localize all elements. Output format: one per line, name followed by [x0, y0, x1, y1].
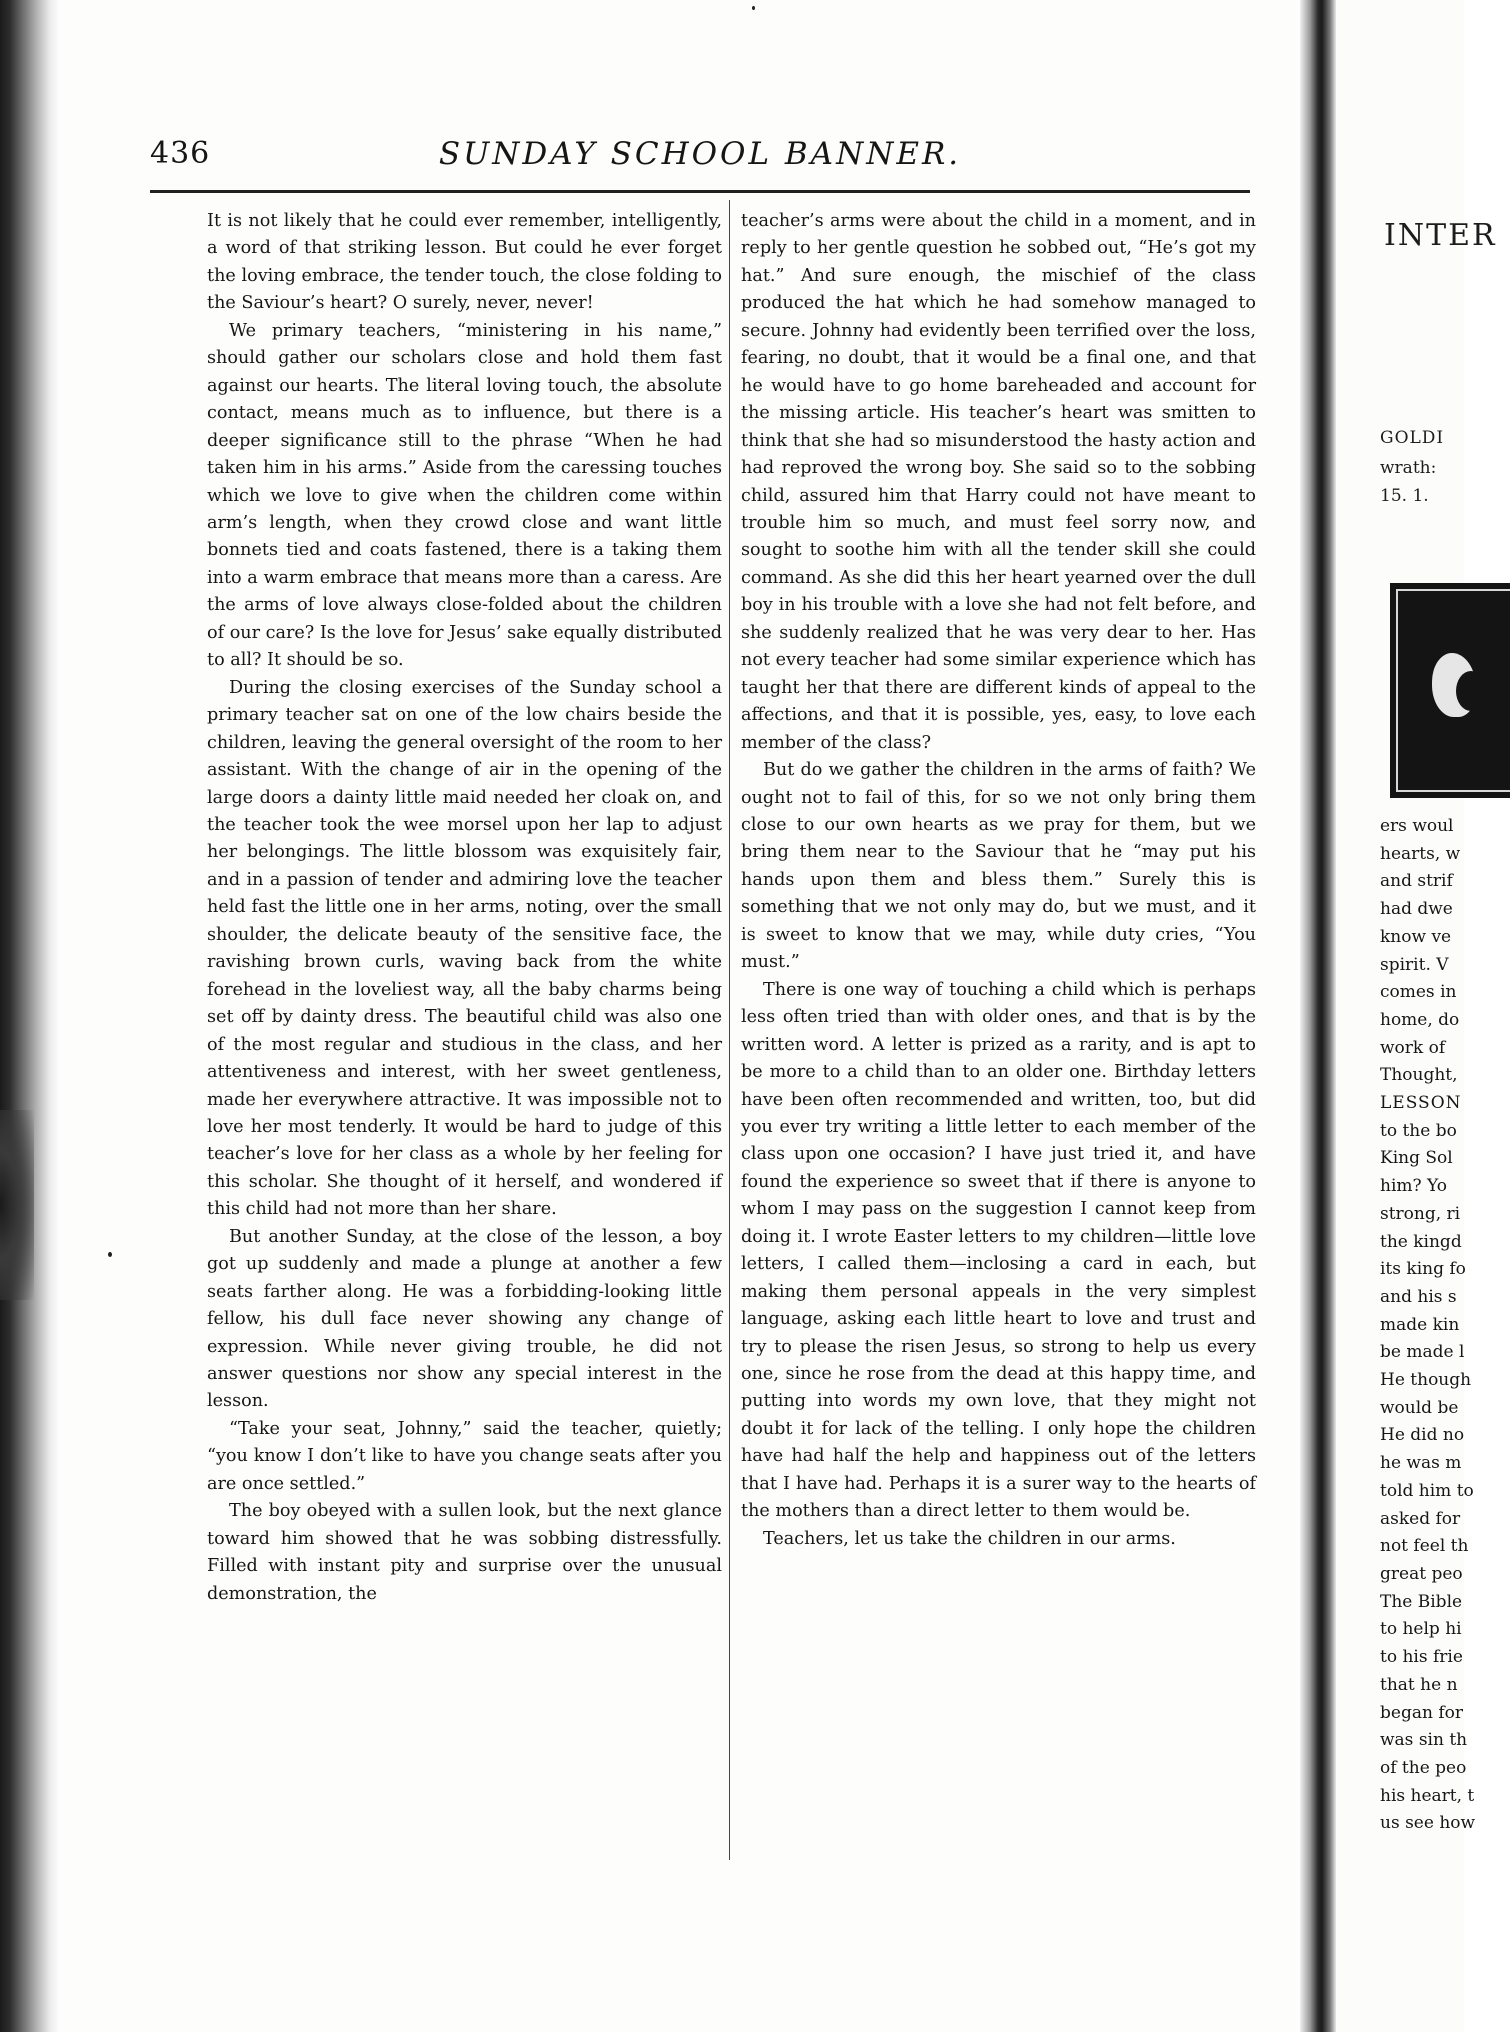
facing-line: began for	[1380, 1702, 1463, 1723]
facing-line: and strif	[1380, 871, 1453, 892]
facing-line: asked for	[1380, 1508, 1461, 1529]
facing-line: The Bible	[1380, 1591, 1463, 1612]
facing-line: to the bo	[1380, 1120, 1457, 1141]
facing-verse-ref: 15. 1.	[1380, 486, 1429, 506]
facing-line: great peo	[1380, 1563, 1463, 1584]
page-header	[150, 136, 1250, 186]
facing-heading: INTER	[1384, 218, 1497, 253]
facing-golden-text: GOLDI	[1380, 428, 1445, 448]
facing-line: was sin th	[1380, 1730, 1468, 1751]
right-column	[741, 208, 1256, 1553]
facing-line: LESSON	[1380, 1093, 1462, 1114]
page-number: 436	[150, 136, 211, 171]
facing-page	[1336, 0, 1497, 2032]
facing-line: us see how	[1380, 1813, 1476, 1834]
paragraph: “Take your seat, Johnny,” said the teacher, quietly; “you know I don’t like to have you change seats after you are once settled.”	[207, 1418, 722, 1494]
facing-line: told him to	[1380, 1480, 1474, 1501]
facing-line: made kin	[1380, 1314, 1460, 1335]
facing-line: home, do	[1380, 1009, 1460, 1030]
ink-speck	[108, 1252, 112, 1257]
facing-line: spirit. V	[1380, 954, 1449, 975]
paragraph: We primary teachers, “ministering in his name,” should gather our scholars close and hold them fast against our hearts. The literal loving touch, the absolute contact, means much as to influence, but there is a deeper significance still to the phrase “When he had taken him in his arms.” Aside from the caressing touches which we love to give when the children come within arm’s length, when they crowd close and want little bonnets tied and coats fastened, there is a taking them into a warm embrace that means more than a caress. Are the arms of love always close-folded about the children of our care? Is the love for Jesus’ sake equally distributed to all? It should be so.	[207, 320, 722, 671]
binding-stain	[0, 1110, 34, 1300]
facing-line: of the peo	[1380, 1757, 1467, 1778]
facing-line: its king fo	[1380, 1259, 1466, 1280]
facing-line: work of	[1380, 1037, 1446, 1058]
paragraph: The boy obeyed with a sullen look, but the next glance toward him showed that he was sobbing distressfully. Filled with instant pity and surprise over the unusual demonstration, the	[207, 1501, 722, 1604]
facing-line: hearts, w	[1380, 843, 1461, 864]
facing-illustration	[1390, 583, 1510, 798]
facing-line: to help hi	[1380, 1619, 1462, 1640]
facing-line: had dwe	[1380, 899, 1453, 920]
ink-speck	[752, 6, 755, 10]
facing-line: that he n	[1380, 1674, 1458, 1695]
facing-line: strong, ri	[1380, 1203, 1461, 1224]
facing-line: he was m	[1380, 1453, 1462, 1474]
facing-text-lines	[1380, 813, 1500, 1838]
facing-line: be made l	[1380, 1342, 1465, 1363]
facing-line: not feel th	[1380, 1536, 1469, 1557]
paragraph: During the closing exercises of the Sunday school a primary teacher sat on one of the low chairs beside the children, leaving the general oversight of the room to her assistant. With the change of air in the opening of the large doors a dainty little maid needed her cloak on, and the teacher took the wee morsel upon her lap to adjust her belongings. The little blossom was exquisitely fair, and in a passion of tender and admiring love the teacher held fast the little one in her arms, noting, over the small shoulder, the delicate beauty of the sensitive face, the ravishing brown curls, waving back from the white forehead in the loveliest way, all the baby charms being set off by dainty dress. The beautiful child was also one of the most regular and studious in the class, and her attentiveness and interest, with her sweet gentleness, made her everywhere attractive. It was impossible not to love her most tenderly. It would be hard to judge of this teacher’s love for her class as a whole by her feeling for this scholar. She thought of it herself, and wondered if this child had not more than her share.	[207, 677, 722, 1220]
facing-line: He did no	[1380, 1425, 1465, 1446]
facing-line: him? Yo	[1380, 1176, 1448, 1197]
facing-line: King Sol	[1380, 1148, 1453, 1169]
page-binding-shadow	[0, 0, 60, 2032]
facing-verse-line: wrath:	[1380, 458, 1437, 478]
facing-line: Thought,	[1380, 1065, 1458, 1086]
silhouette-shadow	[1456, 671, 1486, 711]
running-title: SUNDAY SCHOOL BANNER.	[438, 136, 962, 172]
page-gutter	[1300, 0, 1336, 2032]
facing-line: the kingd	[1380, 1231, 1462, 1252]
header-rule	[150, 190, 1250, 193]
paragraph: But another Sunday, at the close of the lesson, a boy got up suddenly and made a plunge at another a few seats farther along. He was a forbidding-looking little fellow, his dull face never showing any change of expression. While never giving trouble, he did not answer questions nor show any special interest in the lesson.	[207, 1226, 722, 1412]
column-divider	[729, 200, 730, 1860]
facing-line: would be	[1380, 1397, 1459, 1418]
facing-line: to his frie	[1380, 1647, 1463, 1668]
illustration-frame	[1396, 589, 1510, 792]
facing-line: and his s	[1380, 1286, 1457, 1307]
facing-line: ers woul	[1380, 816, 1454, 836]
paragraph: teacher’s arms were about the child in a moment, and in reply to her gentle question he sobbed out, “He’s got my hat.” And sure enough, the mischief of the class produced the hat which he had somehow managed to secure. Johnny had evidently been terrified over the loss, fearing, no doubt, that it would be a final one, and that he would have to go home bareheaded and account for the missing article. His teacher’s heart was smitten to think that she had so misunderstood the hasty action and had reproved the wrong boy. She said so to the sobbing child, assured him that Harry could not have meant to trouble him so much, and must feel sorry now, and sought to soothe him with all the tender skill she could command. As she did this her heart yearned over the dull boy in his trouble with a love she had not felt before, and she suddenly realized that he was very dear to her. Has not every teacher had some similar experience which has taught her that there are different kinds of appeal to the affections, and that it is possible, yes, easy, to love each member of the class?	[741, 211, 1256, 753]
facing-line: know ve	[1380, 926, 1452, 947]
facing-line: He though	[1380, 1370, 1472, 1391]
facing-line: comes in	[1380, 982, 1457, 1003]
paragraph: But do we gather the children in the arms of faith? We ought not to fail of this, for so we not only bring them close to our own hearts as we pray for them, but we bring them near to the Saviour that he “may put his hands upon them and bless them.” Surely this is something that we not only may do, but we must, and it is sweet to know that we may, while duty cries, “You must.”	[741, 760, 1256, 973]
facing-line: his heart, t	[1380, 1785, 1475, 1806]
left-column	[207, 208, 722, 1608]
paragraph: Teachers, let us take the children in our arms.	[763, 1528, 1176, 1549]
paragraph: There is one way of touching a child which is perhaps less often tried than with older ones, and that is by the written word. A letter is prized as a rarity, and is apt to be more to a child than to an older one. Birthday letters have been often recommended and written, too, but did you ever try writing a little letter to each member of the class upon one occasion? I have just tried it, and have found the experience so sweet that if there is anyone to whom I may pass on the suggestion I cannot keep from doing it. I wrote Easter letters to my children—little love letters, I called them—inclosing a card in each, but making them personal appeals in the very simplest language, asking each little heart to love and trust and try to please the risen Jesus, so strong to help us every one, since he rose from the dead at this happy time, and putting into words my own love, that they might not doubt it for lack of the telling. I only hope the children have had half the help and happiness out of the letters that I have had. Perhaps it is a surer way to the hearts of the mothers than a direct letter to them would be.	[741, 979, 1256, 1522]
paragraph: It is not likely that he could ever remember, intelligently, a word of that striking lesson. But could he ever forget the loving embrace, the tender touch, the close folding to the Saviour’s heart? O surely, never, never!	[207, 211, 722, 314]
